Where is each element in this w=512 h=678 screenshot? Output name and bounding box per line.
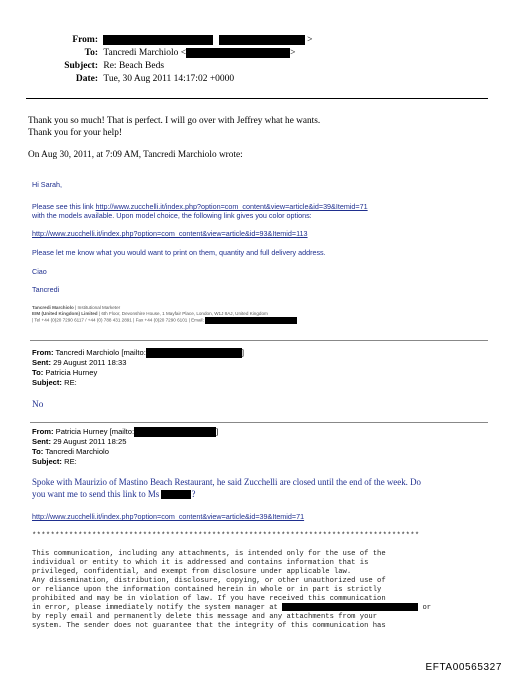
quoted2-subject-value: RE: [61,378,77,387]
disclaimer-line: This communication, including any attachments, is intended only for the use of the [32,550,386,558]
quoted3-body-text: you want me to send this link to Ms [32,489,162,499]
disclaimer-line: system. The sender does not guarantee that the integrity of this communication has [32,622,386,631]
quoted3-from-label: From: [32,427,54,436]
quoted3-link-line [32,512,304,521]
redaction-block [186,48,290,58]
model-link[interactable]: http://www.zucchelli.it/index.php?option=com_content&view=article&id=39&Itemid=71 [95,202,368,211]
signature-line-3 [32,317,297,324]
bates-number: EFTA00565327 [425,662,502,673]
quoted3-subject-row [32,457,77,467]
quoted2-from-row [32,348,244,358]
quoted2-from-tail: ] [241,348,244,357]
quoted3-from-row [32,427,218,437]
date-label: Date: [75,74,98,84]
from-label: From: [72,35,98,45]
disclaimer-line: individual or entity to which it is addressed and contains information that is [32,558,369,567]
redaction-block [161,490,191,499]
after-link-text: with the models available. Upon model choice, the following link gives you color options: [32,211,312,220]
to-value: Tancredi Marchiolo < [103,48,187,58]
quoted3-subject-value: RE: [61,457,77,466]
quoted2-subject-label: Subject: [32,378,62,387]
quoted3-to-row [32,447,109,457]
redaction-block [146,348,242,358]
greeting: Hi Sarah, [32,180,62,189]
quoted3-body-end: ? [191,489,196,499]
redaction-block [134,427,219,437]
disclaimer-line: or reliance upon the information contained herein in whole or in part is strictly [32,585,382,594]
quoted3-from-tail: ] [216,427,219,436]
quoted2-sent-value: 29 August 2011 18:33 [50,358,127,367]
disclaimer-text [32,550,431,631]
quoted3-model-link[interactable]: http://www.zucchelli.it/index.php?option=com_content&view=article&id=39&Itemid=71 [32,512,305,521]
disclaimer-line: privileged, confidential, and exempt from disclosure under applicable law. [32,567,352,576]
reply-line-2: Thank you for your help! [28,128,122,138]
quoted2-to-value: Patricia Hurney [43,368,98,377]
quote-divider [30,340,488,341]
subject-label: Subject: [64,61,98,71]
quote-divider [30,422,488,423]
ask-text: Please let me know what you would want to print on them, quantity and full delivery address. [32,248,326,257]
header-from-row [40,34,312,46]
name-text: Tancredi [32,285,60,294]
header-subject-row [40,60,164,72]
signature-company: EIM (United Kingdom) Limited [32,311,98,316]
quoted2-from-label: From: [32,348,54,357]
to-label: To: [84,48,98,58]
color-options-link[interactable]: http://www.zucchelli.it/index.php?option=com_content&view=article&id=93&Itemid=113 [32,229,308,238]
disclaimer-line: Any dissemination, distribution, disclosure, copying, or other unauthorized use of [32,576,386,585]
signature-phone: | Tel +44 (0)20 7290 6117 / +44 (0) 788 431 2891 | [32,317,136,323]
link-paragraph [32,202,368,211]
reply-line-1: Thank you so much! That is perfect. I will go over with Jeffrey what he wants. [28,116,321,126]
quoted2-to-label: To: [32,368,44,377]
quoted2-body: No [32,400,44,410]
signature-address: | 6th Floor, Devonshire House, 1 Mayfair Place, London, W1J 8AJ, United Kingdom [97,311,268,316]
quoted3-to-label: To: [32,447,44,456]
signature-email-label: Email: [191,317,206,323]
redaction-block [282,603,418,611]
quoted3-sent-label: Sent: [32,437,51,446]
from-tail: > [307,35,313,45]
quoted2-from-value: Tancredi Marchiolo [mailto: [53,348,146,357]
to-tail: > [290,48,296,58]
disclaimer-stars: ************************************************************************************ [32,532,420,540]
ciao-text: Ciao [32,267,47,276]
quoted3-to-value: Tancredi Marchiolo [43,447,109,456]
quoted3-from-value: Patricia Hurney [mailto: [53,427,135,436]
redaction-block [205,317,297,324]
quote-intro: On Aug 30, 2011, at 7:09 AM, Tancredi Marchiolo wrote: [28,150,243,160]
quoted3-body-line-1: Spoke with Maurizio of Mastino Beach Restaurant, he said Zucchelli are closed until the end of the week. Do [32,477,421,487]
redaction-block [103,35,213,45]
disclaimer-line: by reply email and permanently delete this message and any attachments from your [32,613,378,622]
quoted3-sent-value: 29 August 2011 18:25 [50,437,127,446]
header-date-row [40,73,234,85]
color-link-line [32,229,308,238]
signature-fax: Fax +44 (0)20 7290 6101 | [135,317,192,323]
header-to-row [40,47,296,59]
disclaimer-line: prohibited and may be in violation of law. If you have received this communication [32,594,386,603]
redaction-block [219,35,305,45]
date-value: Tue, 30 Aug 2011 14:17:02 +0000 [103,74,235,84]
subject-value: Re: Beach Beds [103,61,165,71]
disclaimer-line: in error, please immediately notify the system manager at [32,604,283,613]
header-divider [26,98,488,99]
signature-name: Tancredi Marchiolo [32,305,74,310]
quoted3-sent-row [32,437,126,447]
quoted2-subject-row [32,378,77,388]
intro-text: Please see this link [32,202,96,211]
signature-role: | Institutional Marketer [73,305,121,310]
quoted2-sent-label: Sent: [32,358,51,367]
quoted3-body-line-2 [32,489,195,499]
quoted3-subject-label: Subject: [32,457,62,466]
disclaimer-line: or [418,604,432,613]
quoted2-to-row [32,368,97,378]
quoted2-sent-row [32,358,126,368]
